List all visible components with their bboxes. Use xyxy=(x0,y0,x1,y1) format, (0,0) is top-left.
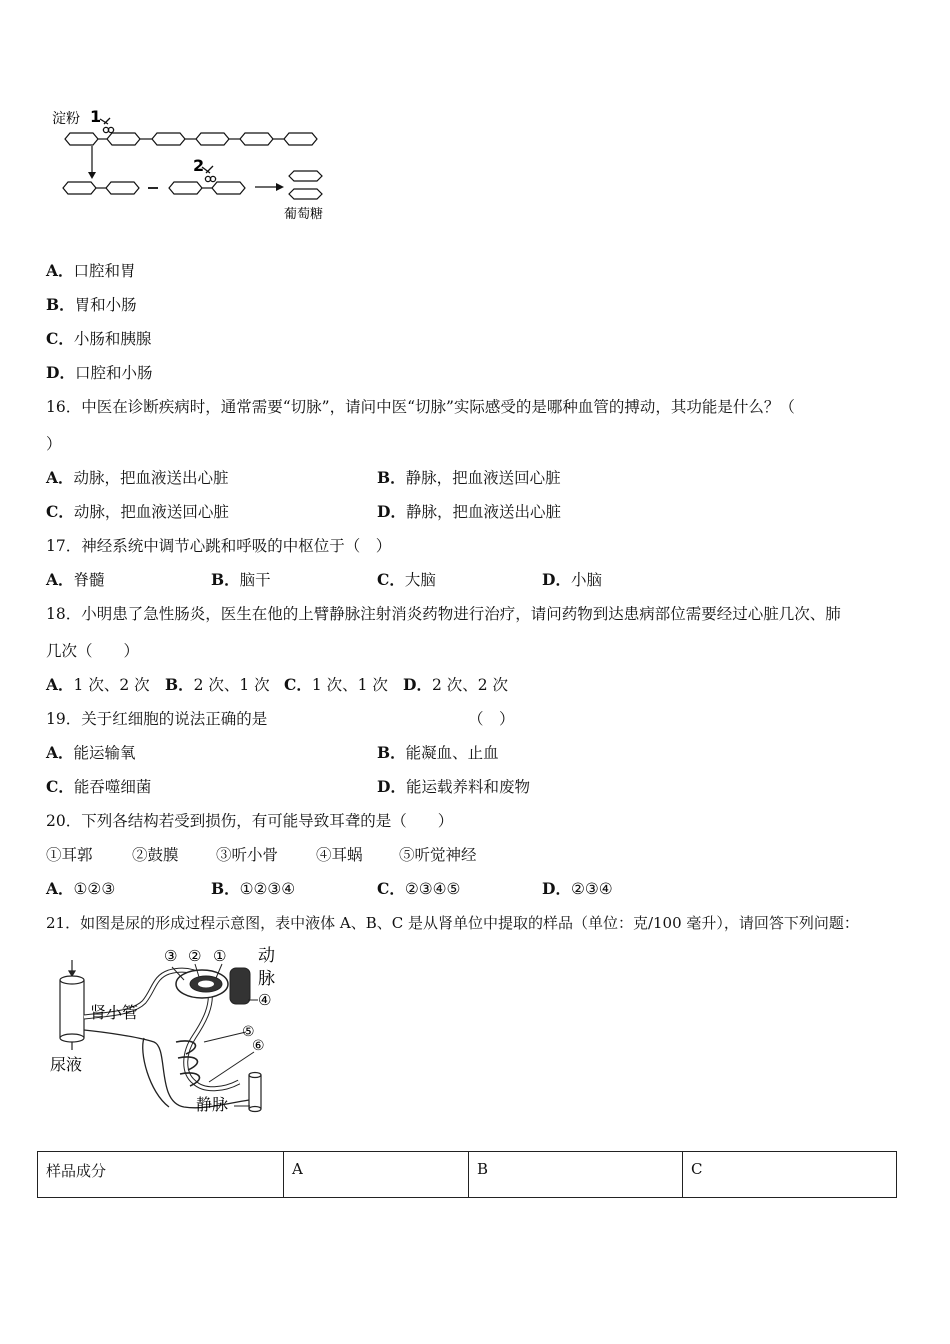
label-n6: ⑥ xyxy=(252,1038,265,1054)
option-text: 脊髓 xyxy=(73,571,105,589)
starch-chain xyxy=(65,133,317,145)
option-text: 1 次、1 次 xyxy=(311,676,388,694)
option-text: 大脑 xyxy=(404,571,436,589)
table-header-cell: B xyxy=(469,1152,683,1198)
option-key: C． xyxy=(46,777,74,796)
q16-stem: 16．中医在诊断疾病时，通常需要“切脉”，请问中医“切脉”实际感受的是哪种血管的搏动，其功能是什么？（ xyxy=(46,398,795,416)
q17-option-a xyxy=(46,570,105,590)
option-key: D． xyxy=(542,879,571,898)
artery-block xyxy=(230,968,250,1004)
starch-label: 淀粉 xyxy=(52,111,80,127)
right-arrow-icon xyxy=(255,183,284,191)
q15-option-d xyxy=(46,363,152,383)
option-key: C． xyxy=(377,570,405,589)
label-tubule: 肾小管 xyxy=(90,1003,139,1022)
option-key: A． xyxy=(46,743,74,762)
vein-cylinder xyxy=(249,1073,261,1112)
option-key: C． xyxy=(284,675,312,694)
q18-option-c xyxy=(284,675,388,695)
label-n5: ⑤ xyxy=(242,1024,255,1040)
label-vein: 静脉 xyxy=(196,1095,229,1114)
option-key: B． xyxy=(377,743,406,762)
option-key: D． xyxy=(542,570,571,589)
option-key: B． xyxy=(165,675,194,694)
q20-item-4: ④耳蜗 xyxy=(316,846,363,864)
step-2-label: 2 xyxy=(193,156,205,175)
q20-item-2: ②鼓膜 xyxy=(132,846,179,864)
starch-digestion-diagram xyxy=(48,100,348,225)
option-text: 动脉，把血液送回心脏 xyxy=(73,503,229,521)
option-key: A． xyxy=(46,468,74,487)
q20-item-5: ⑤听觉神经 xyxy=(399,846,477,864)
q18-option-a xyxy=(46,675,150,695)
option-key: D． xyxy=(377,502,406,521)
option-text: 静脉，把血液送出心脏 xyxy=(405,503,561,521)
table-header-cell: A xyxy=(284,1152,469,1198)
option-key: C． xyxy=(377,879,405,898)
glucose-units xyxy=(289,171,322,199)
q21-stem: 21．如图是尿的形成过程示意图，表中液体 A、B、C 是从肾单位中提取的样品（单位：克/100 毫升），请回答下列问题： xyxy=(46,914,859,932)
option-key: C． xyxy=(46,502,74,521)
glucose-label: 葡萄糖 xyxy=(284,207,324,222)
q18-stem-end: 几次（ ） xyxy=(46,642,140,660)
option-key: B． xyxy=(211,879,240,898)
option-text: ②③④⑤ xyxy=(404,880,461,898)
option-text: 能凝血、止血 xyxy=(405,744,499,762)
q20-stem: 20．下列各结构若受到损伤，有可能导致耳聋的是（ ） xyxy=(46,812,454,830)
option-text: 能运输氧 xyxy=(73,744,136,762)
option-key: A． xyxy=(46,570,74,589)
q20-option-c xyxy=(377,879,460,899)
down-arrow-icon xyxy=(88,146,96,179)
q15-option-c xyxy=(46,329,151,349)
q19-option-b xyxy=(377,743,499,763)
option-text: 小脑 xyxy=(570,571,602,589)
q20-option-a xyxy=(46,879,115,899)
q19-stem: 19．关于红细胞的说法正确的是 xyxy=(46,710,268,728)
label-urine: 尿液 xyxy=(50,1055,83,1074)
maltose-chain-2 xyxy=(169,182,245,194)
option-key: D． xyxy=(46,363,75,382)
label-n3: ③ xyxy=(164,947,178,965)
q16-stem-end: ） xyxy=(46,435,62,453)
option-text: 2 次、2 次 xyxy=(431,676,509,694)
option-text: ①②③ xyxy=(73,880,116,898)
option-key: A． xyxy=(46,675,74,694)
step-1-label: 1 xyxy=(90,107,102,126)
q16-option-d xyxy=(377,502,561,522)
option-text: 能运载养料和废物 xyxy=(405,778,530,796)
glomerulus xyxy=(176,970,228,998)
q15-option-b xyxy=(46,295,137,315)
option-key: A． xyxy=(46,879,74,898)
table-header-cell: 样品成分 xyxy=(38,1152,284,1198)
option-key: B． xyxy=(377,468,406,487)
collecting-duct xyxy=(60,960,84,1050)
label-n4: ④ xyxy=(258,991,272,1009)
q17-option-c xyxy=(377,570,436,590)
maltose-chain xyxy=(63,182,139,194)
option-key: C． xyxy=(46,329,74,348)
q17-option-d xyxy=(542,570,602,590)
q16-option-b xyxy=(377,468,561,488)
q20-option-b xyxy=(211,879,295,899)
table-header-row xyxy=(38,1152,897,1198)
option-text: 脑干 xyxy=(239,571,271,589)
q19-bracket: （ ） xyxy=(468,710,515,728)
q18-option-d xyxy=(403,675,508,695)
scissors-1-icon xyxy=(100,118,114,133)
label-artery-1: 动 xyxy=(258,946,275,966)
option-text: 2 次、1 次 xyxy=(193,676,270,694)
option-key: D． xyxy=(377,777,406,796)
table-header-cell: C xyxy=(683,1152,897,1198)
q18-option-b xyxy=(165,675,270,695)
q20-item-3: ③听小骨 xyxy=(216,846,279,864)
label-n2: ② xyxy=(188,947,202,965)
sample-table xyxy=(37,1151,897,1198)
q19-option-d xyxy=(377,777,530,797)
option-text: 动脉，把血液送出心脏 xyxy=(73,469,229,487)
q20-item-1: ①耳郭 xyxy=(46,846,93,864)
option-key: A． xyxy=(46,261,74,280)
option-text: 口腔和小肠 xyxy=(74,364,153,382)
q16-option-c xyxy=(46,502,229,522)
q16-option-a xyxy=(46,468,229,488)
option-text: 口腔和胃 xyxy=(73,262,136,280)
q18-stem: 18．小明患了急性肠炎，医生在他的上臂静脉注射消炎药物进行治疗，请问药物到达患病部位需要经过心脏几次、肺 xyxy=(46,605,841,623)
option-text: 1 次、2 次 xyxy=(73,676,150,694)
q19-option-c xyxy=(46,777,151,797)
option-text: 静脉，把血液送回心脏 xyxy=(405,469,561,487)
q17-option-b xyxy=(211,570,271,590)
option-key: B． xyxy=(46,295,75,314)
q15-option-a xyxy=(46,261,136,281)
q19-option-a xyxy=(46,743,136,763)
label-n1: ① xyxy=(213,947,227,965)
nephron-diagram xyxy=(44,942,294,1122)
q17-stem: 17．神经系统中调节心跳和呼吸的中枢位于（ ） xyxy=(46,537,392,555)
option-text: 小肠和胰腺 xyxy=(73,330,152,348)
label-artery-2: 脉 xyxy=(258,969,275,989)
option-text: 胃和小肠 xyxy=(74,296,137,314)
option-text: ②③④ xyxy=(570,880,613,898)
option-key: B． xyxy=(211,570,240,589)
option-text: ①②③④ xyxy=(239,880,296,898)
option-key: D． xyxy=(403,675,432,694)
option-text: 能吞噬细菌 xyxy=(73,778,152,796)
q20-option-d xyxy=(542,879,613,899)
